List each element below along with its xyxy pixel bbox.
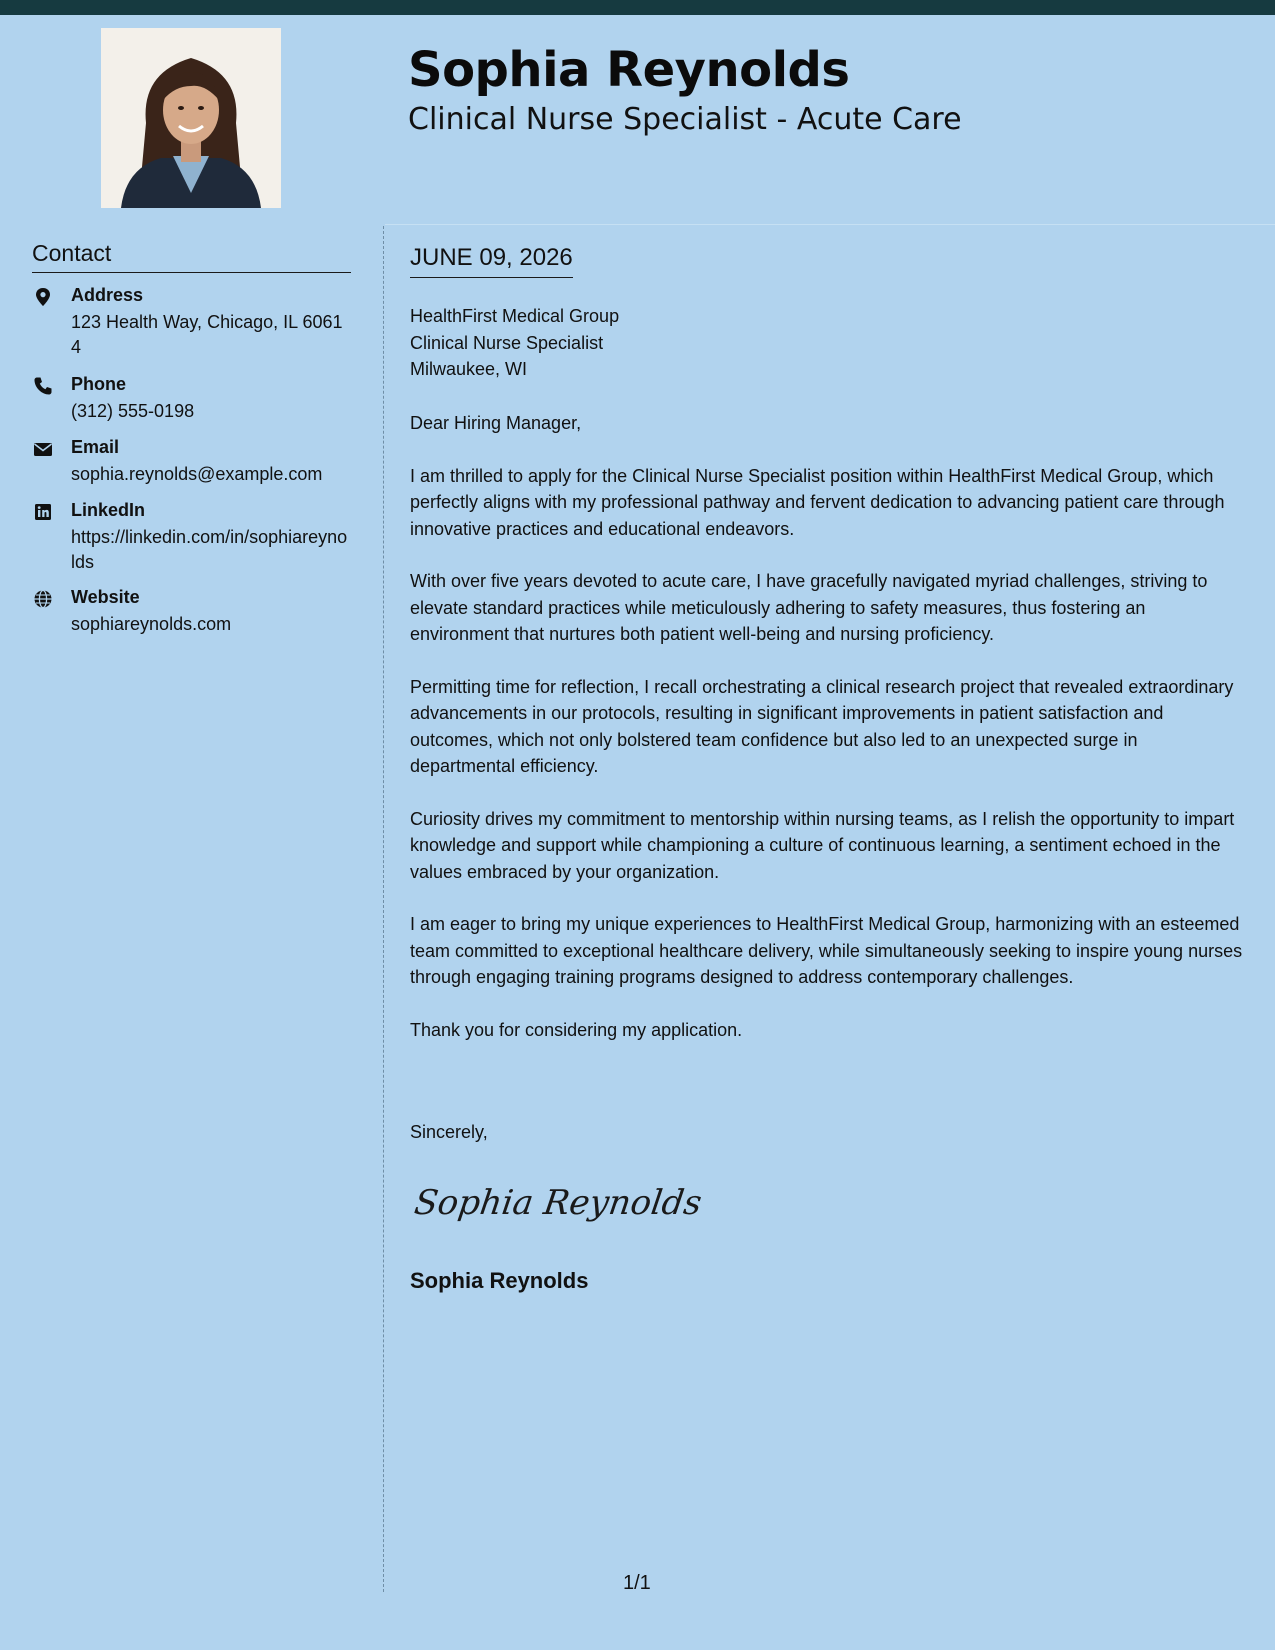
globe-icon (32, 588, 54, 610)
contact-value: (312) 555-0198 (71, 401, 195, 421)
website-link[interactable]: sophiareynolds.com (71, 614, 232, 634)
contact-label: LinkedIn (71, 500, 146, 520)
signer-name: Sophia Reynolds (410, 1268, 589, 1293)
phone-icon (32, 375, 54, 397)
recipient-company: HealthFirst Medical Group (410, 306, 620, 326)
contact-value: sophia.reynolds@example.com (71, 464, 323, 484)
letter-paragraph: Thank you for considering my application. (410, 1019, 743, 1040)
recipient-location: Milwaukee, WI (410, 359, 528, 379)
letter-paragraph: With over five years devoted to acute care, I have gracefully navigated myriad challenges, striving to elevate standard practices while meticulously adhering to safety measures, thus fostering an environment that nurtures both patient well-being and nursing proficiency. (410, 571, 1208, 644)
header-divider (385, 224, 1275, 225)
letter-body (410, 410, 1245, 1069)
letter-paragraph: I am eager to bring my unique experiences to HealthFirst Medical Group, harmonizing with an esteemed team committed to exceptional healthcare delivery, while simultaneously seeking to inspire young nurses through engaging training programs designed to address contemporary challenges. (410, 914, 1243, 987)
letter-paragraph: Curiosity drives my commitment to mentorship within nursing teams, as I relish the opportunity to impart knowledge and support while championing a culture of continuous learning, a sentiment echoed in the values embraced by your organization. (410, 808, 1235, 882)
contact-value: 123 Health Way, Chicago, IL 60614 (71, 312, 343, 357)
contact-label: Address (71, 285, 144, 305)
column-divider (383, 226, 384, 1592)
top-accent-band (0, 0, 1275, 15)
page-number: 1/1 (623, 1572, 651, 1594)
salutation: Dear Hiring Manager, (410, 413, 582, 433)
contact-label: Email (71, 437, 120, 457)
recipient-position: Clinical Nurse Specialist (410, 332, 604, 353)
linkedin-link[interactable]: https://linkedin.com/in/sophiareynolds (71, 527, 348, 572)
signature-script: Sophia Reynolds (411, 1183, 705, 1223)
applicant-job-title: Clinical Nurse Specialist - Acute Care (408, 102, 962, 137)
linkedin-icon (32, 501, 54, 523)
recipient-block (410, 303, 619, 383)
handwritten-signature (411, 1172, 705, 1232)
closing: Sincerely, (410, 1122, 488, 1142)
contact-heading: Contact (32, 240, 351, 273)
letter-paragraph: Permitting time for reflection, I recall orchestrating a clinical research project that revealed extraordinary advancements in our protocols, resulting in significant improvements in patient satisfaction and outcomes, which not only bolstered team confidence but also led to an unexpected surge in departmental efficiency. (410, 676, 1234, 776)
profile-photo (101, 28, 281, 208)
contact-label: Website (71, 587, 140, 607)
contact-label: Phone (71, 374, 127, 394)
envelope-icon (32, 438, 54, 460)
applicant-name: Sophia Reynolds (408, 42, 850, 98)
letter-date: JUNE 09, 2026 (410, 244, 573, 278)
map-pin-icon (32, 286, 54, 308)
letter-paragraph: I am thrilled to apply for the Clinical Nurse Specialist position within HealthFirst Medical Group, which perfectly aligns with my professional pathway and fervent dedication to advancing patient care through innovative practices and educational endeavors. (410, 465, 1225, 539)
